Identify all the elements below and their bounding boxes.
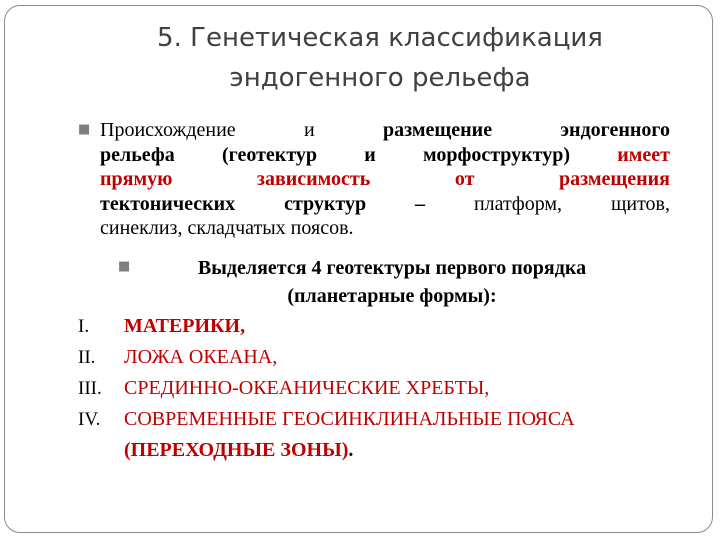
list-number: I.: [78, 316, 90, 337]
paragraph-line: [100, 143, 670, 168]
paragraph-line: прямую зависимость от размещения: [100, 168, 670, 190]
text-bold: тектонических структур –: [100, 192, 474, 215]
text-normal: платформ, щитов,: [473, 192, 670, 215]
text-bold: размещение эндогенного: [383, 119, 671, 141]
paragraph-line: (планетарные формы):: [287, 285, 497, 307]
list-number: II.: [78, 347, 96, 368]
bullet-square-icon: ■: [78, 122, 91, 137]
list-text: ЛОЖА ОКЕАНА,: [124, 346, 278, 368]
list-number: III.: [78, 378, 102, 399]
list-item: [78, 373, 678, 404]
list-text: СРЕДИННО-ОКЕАНИЧЕСКИЕ ХРЕБТЫ,: [124, 377, 490, 399]
list-text-period: .: [348, 439, 354, 461]
list-text: СОВРЕМЕННЫЕ ГЕОСИНКЛИНАЛЬНЫЕ ПОЯСА: [124, 408, 575, 430]
list-text: МАТЕРИКИ,: [124, 315, 246, 337]
list-number: IV.: [78, 409, 101, 430]
title-line-1: 5. Генетическая классификация: [157, 23, 603, 53]
paragraph-line: синеклиз, складчатых поясов.: [100, 217, 354, 239]
geotecture-list: [78, 311, 678, 466]
text-bold: рельефа (геотектур и морфоструктур): [100, 143, 618, 166]
text-bold-red: имеет: [617, 143, 670, 166]
paragraph-origin: [100, 118, 670, 241]
list-text-red: (ПЕРЕХОДНЫЕ ЗОНЫ): [124, 439, 349, 461]
text-normal: Происхождение и: [100, 119, 384, 141]
paragraph-geotectures: [136, 254, 648, 310]
paragraph-line: [100, 192, 670, 217]
list-item: [78, 342, 678, 373]
paragraph-line: [100, 118, 670, 143]
bullet-square-icon: ■: [118, 259, 131, 274]
list-text-continued: [124, 435, 678, 466]
paragraph-line: Выделяется 4 геотектуры первого порядка: [197, 257, 587, 279]
list-item: [78, 404, 678, 466]
title-line-2: эндогенного рельефа: [229, 63, 531, 93]
slide-title: [100, 18, 660, 98]
list-item: [78, 311, 678, 342]
